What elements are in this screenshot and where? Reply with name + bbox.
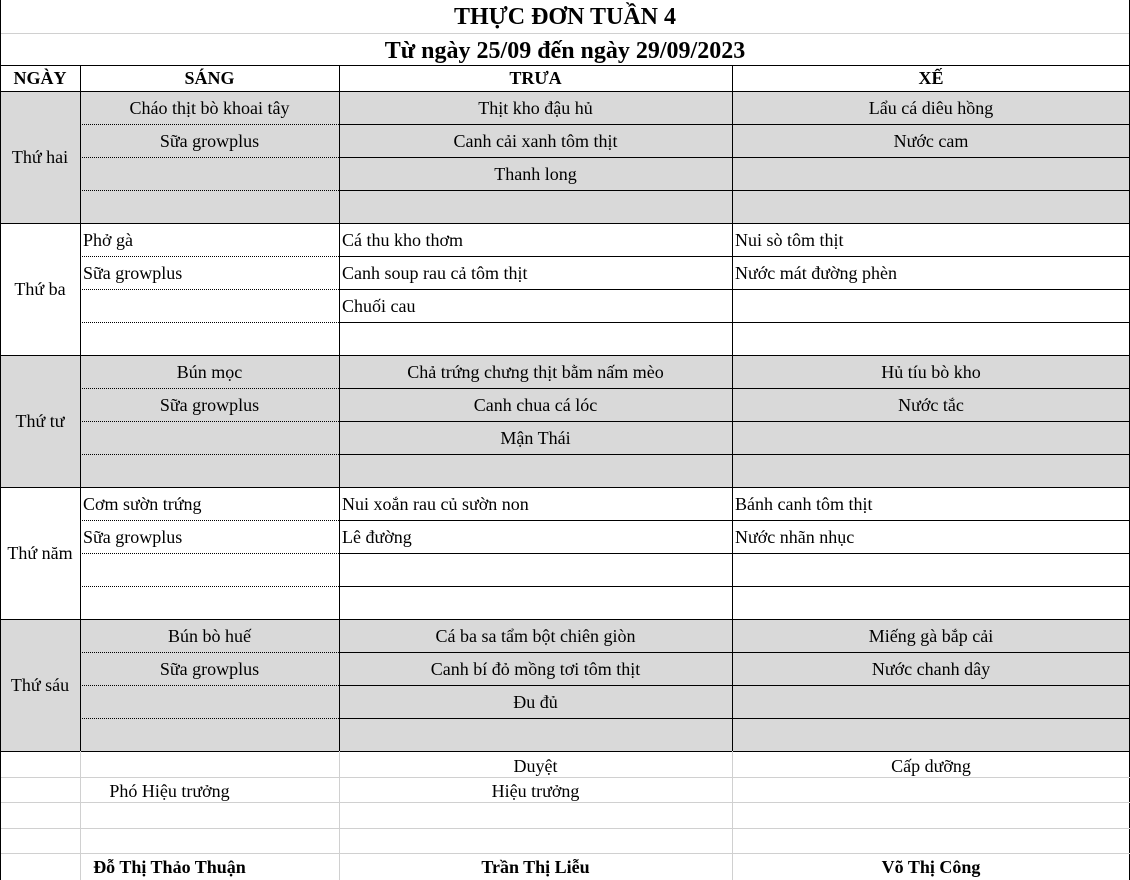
- noon-item: [339, 459, 732, 483]
- header-top-line: [0, 65, 1130, 66]
- noon-item: [339, 327, 732, 351]
- morning-item: [80, 162, 339, 186]
- header-day: NGÀY: [13, 68, 67, 88]
- morning-item: Sữa growplus: [159, 659, 260, 679]
- morning-item: Bún mọc: [176, 362, 243, 382]
- row-divider: [80, 586, 339, 587]
- block-divider: [0, 355, 1130, 356]
- row-divider: [339, 454, 1130, 455]
- afternoon-item: [732, 294, 1130, 318]
- row-divider: [80, 157, 339, 158]
- noon-item: [339, 195, 732, 219]
- principal-title: Hiệu trưởng: [491, 781, 580, 801]
- column-divider: [80, 65, 81, 751]
- noon-item: Cá thu kho thơm: [342, 230, 464, 250]
- row-divider: [339, 388, 1130, 389]
- block-divider: [0, 619, 1130, 620]
- page-title: THỰC ĐƠN TUẦN 4: [453, 4, 676, 30]
- morning-item: Sữa growplus: [159, 131, 260, 151]
- row-divider: [80, 124, 339, 125]
- afternoon-item: Bánh canh tôm thịt: [735, 494, 873, 514]
- row-divider: [339, 652, 1130, 653]
- header-afternoon: XẾ: [918, 68, 944, 88]
- block-divider: [0, 487, 1130, 488]
- row-divider: [80, 520, 339, 521]
- block-divider: [0, 223, 1130, 224]
- vice-principal-name: Đỗ Thị Thảo Thuận: [93, 857, 246, 877]
- row-divider: [80, 553, 339, 554]
- row-divider: [80, 322, 339, 323]
- row-divider: [339, 553, 1130, 554]
- noon-item: [339, 723, 732, 747]
- footer-left-border: [0, 751, 1, 880]
- row-divider: [339, 157, 1130, 158]
- afternoon-item: [732, 591, 1130, 615]
- morning-item: Cháo thịt bò khoai tây: [129, 98, 290, 118]
- page-subtitle: Từ ngày 25/09 đến ngày 29/09/2023: [384, 38, 746, 64]
- row-divider: [339, 322, 1130, 323]
- morning-item: [80, 690, 339, 714]
- block-divider: [0, 751, 1130, 752]
- day-label: Thứ tư: [15, 410, 65, 431]
- header-noon: TRƯA: [509, 68, 562, 88]
- afternoon-item: [732, 690, 1130, 714]
- noon-item: Canh soup rau cả tôm thịt: [342, 263, 528, 283]
- afternoon-item: Nước chanh dây: [871, 659, 991, 679]
- afternoon-item: [732, 459, 1130, 483]
- morning-item: [80, 558, 339, 582]
- noon-item: Chuối cau: [342, 296, 416, 316]
- row-divider: [80, 718, 339, 719]
- afternoon-item: [732, 723, 1130, 747]
- row-divider: [80, 685, 339, 686]
- afternoon-item: [732, 327, 1130, 351]
- noon-item: Lê đường: [342, 527, 412, 547]
- morning-item: [80, 195, 339, 219]
- row-divider: [80, 256, 339, 257]
- day-label: Thứ sáu: [10, 674, 70, 695]
- afternoon-item: Hủ tíu bò kho: [881, 362, 981, 382]
- morning-item: [80, 459, 339, 483]
- afternoon-item: Nước mát đường phèn: [735, 263, 898, 283]
- noon-item: [339, 558, 732, 582]
- footer-gridline: [0, 777, 1130, 778]
- noon-item: Thịt kho đậu hủ: [478, 98, 593, 118]
- afternoon-item: Lẩu cá diêu hồng: [868, 98, 994, 118]
- noon-item: Đu đủ: [513, 692, 558, 712]
- row-divider: [80, 289, 339, 290]
- noon-item: Cá ba sa tẩm bột chiên giòn: [435, 626, 636, 646]
- row-divider: [339, 421, 1130, 422]
- morning-item: Phở gà: [83, 230, 134, 250]
- noon-item: Thanh long: [494, 164, 577, 184]
- day-label: Thứ ba: [14, 278, 66, 299]
- morning-item: Sữa growplus: [159, 395, 260, 415]
- noon-item: Canh cải xanh tôm thịt: [453, 131, 618, 151]
- morning-item: Cơm sườn trứng: [83, 494, 202, 514]
- header-bottom-line: [0, 91, 1130, 92]
- row-divider: [80, 190, 339, 191]
- noon-item: Canh bí đỏ mồng tơi tôm thịt: [430, 659, 641, 679]
- afternoon-item: Nui sò tôm thịt: [735, 230, 844, 250]
- vice-principal-title: Phó Hiệu trưởng: [109, 781, 230, 801]
- morning-item: Sữa growplus: [83, 527, 183, 547]
- footer-gridline: [732, 751, 733, 880]
- afternoon-item: Nước tắc: [898, 395, 964, 415]
- title-left-border: [0, 0, 1, 65]
- cook-title: Cấp dưỡng: [891, 756, 971, 776]
- afternoon-item: [732, 558, 1130, 582]
- footer-gridline: [0, 828, 1130, 829]
- afternoon-item: [732, 195, 1130, 219]
- day-label: Thứ năm: [7, 542, 73, 563]
- row-divider: [80, 388, 339, 389]
- approved-label: Duyệt: [513, 756, 558, 776]
- morning-item: [80, 327, 339, 351]
- footer-gridline: [80, 751, 81, 880]
- principal-name: Trần Thị Liễu: [481, 857, 590, 877]
- afternoon-item: Nước nhãn nhục: [735, 527, 855, 547]
- row-divider: [80, 454, 339, 455]
- column-divider: [732, 65, 733, 751]
- morning-item: [80, 426, 339, 450]
- noon-item: [339, 591, 732, 615]
- row-divider: [339, 190, 1130, 191]
- noon-item: Chả trứng chưng thịt bằm nấm mèo: [407, 362, 664, 382]
- row-divider: [339, 124, 1130, 125]
- row-divider: [339, 586, 1130, 587]
- noon-item: Nui xoắn rau củ sườn non: [342, 494, 529, 514]
- header-morning: SÁNG: [184, 68, 235, 88]
- row-divider: [80, 421, 339, 422]
- noon-item: Canh chua cá lóc: [473, 395, 598, 415]
- afternoon-item: Miếng gà bắp cải: [868, 626, 994, 646]
- column-divider: [339, 65, 340, 751]
- row-divider: [339, 256, 1130, 257]
- title-divider: [0, 33, 1130, 34]
- afternoon-item: [732, 426, 1130, 450]
- row-divider: [339, 289, 1130, 290]
- table-left-border: [0, 65, 1, 751]
- morning-item: Bún bò huế: [168, 626, 251, 646]
- morning-item: [80, 723, 339, 747]
- row-divider: [339, 718, 1130, 719]
- afternoon-item: Nước cam: [893, 131, 969, 151]
- footer-gridline: [0, 853, 1130, 854]
- day-label: Thứ hai: [11, 146, 69, 167]
- footer-gridline: [0, 802, 1130, 803]
- noon-item: Mận Thái: [500, 428, 571, 448]
- morning-item: [80, 294, 339, 318]
- footer-gridline: [339, 751, 340, 880]
- morning-item: [80, 591, 339, 615]
- row-divider: [339, 520, 1130, 521]
- afternoon-item: [732, 162, 1130, 186]
- row-divider: [80, 652, 339, 653]
- row-divider: [339, 685, 1130, 686]
- morning-item: Sữa growplus: [83, 263, 183, 283]
- cook-name: Võ Thị Công: [881, 857, 981, 877]
